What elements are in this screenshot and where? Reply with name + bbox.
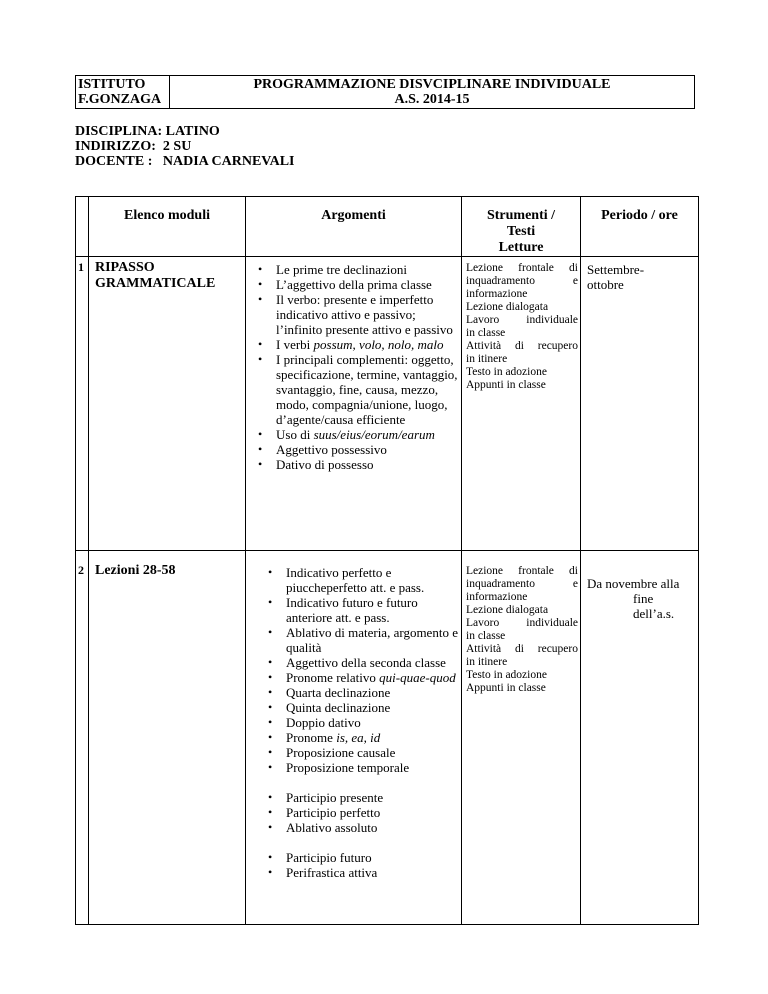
tools-header-line1: Strumenti / bbox=[486, 208, 556, 223]
topics-list bbox=[246, 850, 461, 880]
tools-line: Lezione frontale di bbox=[466, 565, 578, 577]
tools-line: in itinere bbox=[466, 656, 508, 668]
period-line2: fine dell’a.s. bbox=[633, 591, 675, 621]
period-line2: ottobre bbox=[587, 277, 624, 292]
tools-cell bbox=[462, 551, 581, 925]
institute-cell bbox=[76, 76, 170, 108]
module-name bbox=[89, 551, 246, 925]
tools-header-line3: Letture bbox=[498, 240, 544, 255]
tools-header-line2: Testi bbox=[506, 224, 536, 239]
table-header-row bbox=[76, 197, 699, 257]
tools-line: Testo in adozione bbox=[466, 669, 547, 681]
tools-line: Attività di recupero bbox=[466, 340, 578, 352]
list-item: • Le prime tre declinazioni bbox=[276, 262, 461, 277]
institute-line2: F.GONZAGA bbox=[78, 92, 162, 107]
list-item: • Aggettivo della seconda classe bbox=[286, 655, 461, 670]
list-item: • Il verbo: presente e imperfetto indicativo attivo e passivo; l’infinito presente attivo e passivo bbox=[276, 292, 461, 337]
tools-line: Lezione frontale di bbox=[466, 262, 578, 274]
tools-line: Lezione dialogata bbox=[466, 301, 549, 313]
teacher-line: DOCENTE : NADIA CARNEVALI bbox=[75, 154, 295, 169]
modules-header bbox=[89, 197, 246, 257]
discipline-line: DISCIPLINA: LATINO bbox=[75, 124, 220, 139]
list-item: • L’aggettivo della prima classe bbox=[276, 277, 461, 292]
tools-header bbox=[462, 197, 581, 257]
tools-line: Appunti in classe bbox=[466, 682, 546, 694]
tools-line: Lavoro individuale bbox=[466, 314, 578, 326]
list-item: • Proposizione causale bbox=[286, 745, 461, 760]
tools-line: informazione bbox=[466, 288, 528, 300]
list-item: • Pronome is, ea, id bbox=[286, 730, 461, 745]
tools-line: in classe bbox=[466, 630, 506, 642]
tools-line: informazione bbox=[466, 591, 528, 603]
tools-line: Attività di recupero bbox=[466, 643, 578, 655]
module-name-line1: Lezioni 28-58 bbox=[95, 563, 176, 578]
tools-line: Lavoro individuale bbox=[466, 617, 578, 629]
list-item: • Participio perfetto bbox=[286, 805, 461, 820]
topics-cell bbox=[246, 551, 462, 925]
course-info bbox=[75, 124, 295, 169]
list-item: • Proposizione temporale bbox=[286, 760, 461, 775]
tools-line: Testo in adozione bbox=[466, 366, 547, 378]
table-row bbox=[76, 257, 699, 551]
list-item: • Indicativo futuro e futuro anteriore att. e pass. bbox=[286, 595, 461, 625]
row-number: 1 bbox=[76, 257, 89, 551]
period-cell bbox=[581, 551, 699, 925]
period-header-label: Periodo / ore bbox=[601, 208, 678, 223]
tools-line: in itinere bbox=[466, 353, 508, 365]
tools-line: inquadramento e bbox=[466, 578, 578, 590]
list-item: • Quarta declinazione bbox=[286, 685, 461, 700]
tools-cell bbox=[462, 257, 581, 551]
table-row bbox=[76, 551, 699, 925]
row-number: 2 bbox=[76, 551, 89, 925]
list-item: • Uso di suus/eius/eorum/earum bbox=[276, 427, 461, 442]
period-cell bbox=[581, 257, 699, 551]
topics-header bbox=[246, 197, 462, 257]
topics-header-label: Argomenti bbox=[321, 208, 386, 223]
topics-list bbox=[246, 565, 461, 775]
institute-line1: ISTITUTO bbox=[78, 77, 146, 92]
tools-line: inquadramento e bbox=[466, 275, 578, 287]
topics-list bbox=[246, 262, 461, 472]
list-item: • Participio futuro bbox=[286, 850, 461, 865]
list-item: • Perifrastica attiva bbox=[286, 865, 461, 880]
tools-line: in classe bbox=[466, 327, 506, 339]
list-item: • Ablativo di materia, argomento e qualità bbox=[286, 625, 461, 655]
tools-line: Lezione dialogata bbox=[466, 604, 549, 616]
list-item: • I principali complementi: oggetto, specificazione, termine, vantaggio, svantaggio, fine, causa, mezzo, modo, compagnia/unione, luogo, d’agente/causa efficiente bbox=[276, 352, 461, 427]
modules-header-label: Elenco moduli bbox=[124, 208, 210, 223]
module-name bbox=[89, 257, 246, 551]
topics-cell bbox=[246, 257, 462, 551]
num-header-cell bbox=[76, 197, 89, 257]
list-item: • I verbi possum, volo, nolo, malo bbox=[276, 337, 461, 352]
tools-line: Appunti in classe bbox=[466, 379, 546, 391]
list-item: • Quinta declinazione bbox=[286, 700, 461, 715]
topics-list bbox=[246, 790, 461, 835]
list-item: • Indicativo perfetto e piuccheperfetto att. e pass. bbox=[286, 565, 461, 595]
period-line1: Da novembre alla bbox=[587, 576, 680, 591]
list-item: • Aggettivo possessivo bbox=[276, 442, 461, 457]
header-box bbox=[75, 75, 695, 109]
list-item: • Pronome relativo qui-quae-quod bbox=[286, 670, 461, 685]
school-year: A.S. 2014-15 bbox=[394, 92, 470, 107]
title-cell bbox=[170, 76, 694, 108]
list-item: • Dativo di possesso bbox=[276, 457, 461, 472]
list-item: • Ablativo assoluto bbox=[286, 820, 461, 835]
period-header bbox=[581, 197, 699, 257]
program-table bbox=[75, 196, 699, 925]
address-line: INDIRIZZO: 2 SU bbox=[75, 139, 192, 154]
list-item: • Participio presente bbox=[286, 790, 461, 805]
module-name-line2: GRAMMATICALE bbox=[95, 276, 216, 291]
list-item: • Doppio dativo bbox=[286, 715, 461, 730]
period-line1: Settembre- bbox=[587, 262, 645, 277]
module-name-line1: RIPASSO bbox=[95, 260, 155, 275]
doc-title: PROGRAMMAZIONE DISVCIPLINARE INDIVIDUALE bbox=[253, 77, 611, 92]
